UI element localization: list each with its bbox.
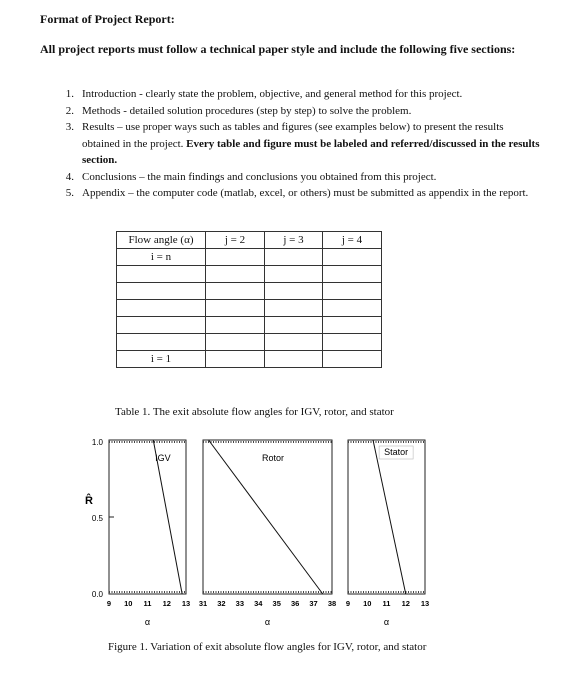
table-header-cell: Flow angle (α) xyxy=(117,232,206,249)
table-caption: Table 1. The exit absolute flow angles for IGV, rotor, and stator xyxy=(115,406,394,418)
x-tick-label: 12 xyxy=(162,599,171,608)
panel-rotor xyxy=(199,440,336,627)
table-header-cell: j = 2 xyxy=(206,232,265,249)
section-text: Conclusions – the main findings and conclusions you obtained from this project. xyxy=(82,170,437,183)
x-tick-label: 32 xyxy=(217,599,226,608)
x-tick-label: 10 xyxy=(124,599,133,608)
panel-label: Rotor xyxy=(262,453,285,463)
section-number: 3. xyxy=(65,121,74,133)
x-tick-label: 11 xyxy=(382,599,391,608)
x-tick-label: 13 xyxy=(420,599,430,608)
data-line xyxy=(373,440,409,594)
x-axis-label: α xyxy=(383,617,390,627)
section-text: Results – use proper ways such as tables and figures (see examples below) to present the results obtained in the project. xyxy=(82,121,504,150)
x-tick-label: 36 xyxy=(290,599,300,608)
plot-frame xyxy=(203,440,332,594)
y-axis-label: R̂ xyxy=(85,495,93,507)
panel-stator xyxy=(346,440,429,627)
row-label: i = 1 xyxy=(117,351,206,368)
x-tick-label: 11 xyxy=(143,599,152,608)
y-tick-label: 0.5 xyxy=(91,514,103,523)
section-number: 4. xyxy=(65,170,74,183)
y-tick-label: 1.0 xyxy=(91,438,103,447)
x-tick-label: 35 xyxy=(272,599,281,608)
intro-statement: All project reports must follow a technical paper style and include the following five sections: xyxy=(40,42,516,56)
data-line xyxy=(209,440,323,594)
x-axis-label: α xyxy=(264,617,271,627)
plot-frame xyxy=(348,440,425,594)
x-tick-label: 9 xyxy=(106,599,112,608)
x-tick-label: 31 xyxy=(198,599,208,608)
plot-frame xyxy=(109,440,186,594)
panel-label: IGV xyxy=(155,453,171,463)
table-header-cell: j = 3 xyxy=(265,232,323,249)
panel-igv xyxy=(107,440,190,627)
row-label: i = n xyxy=(117,249,206,266)
x-tick-label: 37 xyxy=(309,599,318,608)
y-tick-label: 0.0 xyxy=(91,590,103,599)
section-text: Every table and figure must be labeled and referred/discussed in the results section. xyxy=(82,137,540,166)
section-number: 2. xyxy=(65,104,74,117)
x-tick-label: 10 xyxy=(363,599,372,608)
section-number: 5. xyxy=(65,187,74,199)
section-number: 1. xyxy=(65,88,74,100)
section-text: Introduction - clearly state the problem, objective, and general method for this project. xyxy=(82,88,463,100)
x-tick-label: 33 xyxy=(235,599,245,608)
section-text: Methods - detailed solution procedures (step by step) to solve the problem. xyxy=(82,104,412,117)
x-tick-label: 38 xyxy=(327,599,337,608)
table-header-cell: j = 4 xyxy=(323,232,382,249)
x-tick-label: 34 xyxy=(254,599,263,608)
panel-label: Stator xyxy=(384,447,409,457)
x-tick-label: 13 xyxy=(181,599,191,608)
x-axis-label: α xyxy=(144,617,151,627)
section-text: Appendix – the computer code (matlab, excel, or others) must be submitted as appendix in the report. xyxy=(82,187,529,199)
x-tick-label: 12 xyxy=(401,599,410,608)
page-heading: Format of Project Report: xyxy=(40,12,175,26)
data-line xyxy=(153,440,182,594)
figure-caption: Figure 1. Variation of exit absolute flow angles for IGV, rotor, and stator xyxy=(108,641,427,653)
x-tick-label: 9 xyxy=(345,599,351,608)
